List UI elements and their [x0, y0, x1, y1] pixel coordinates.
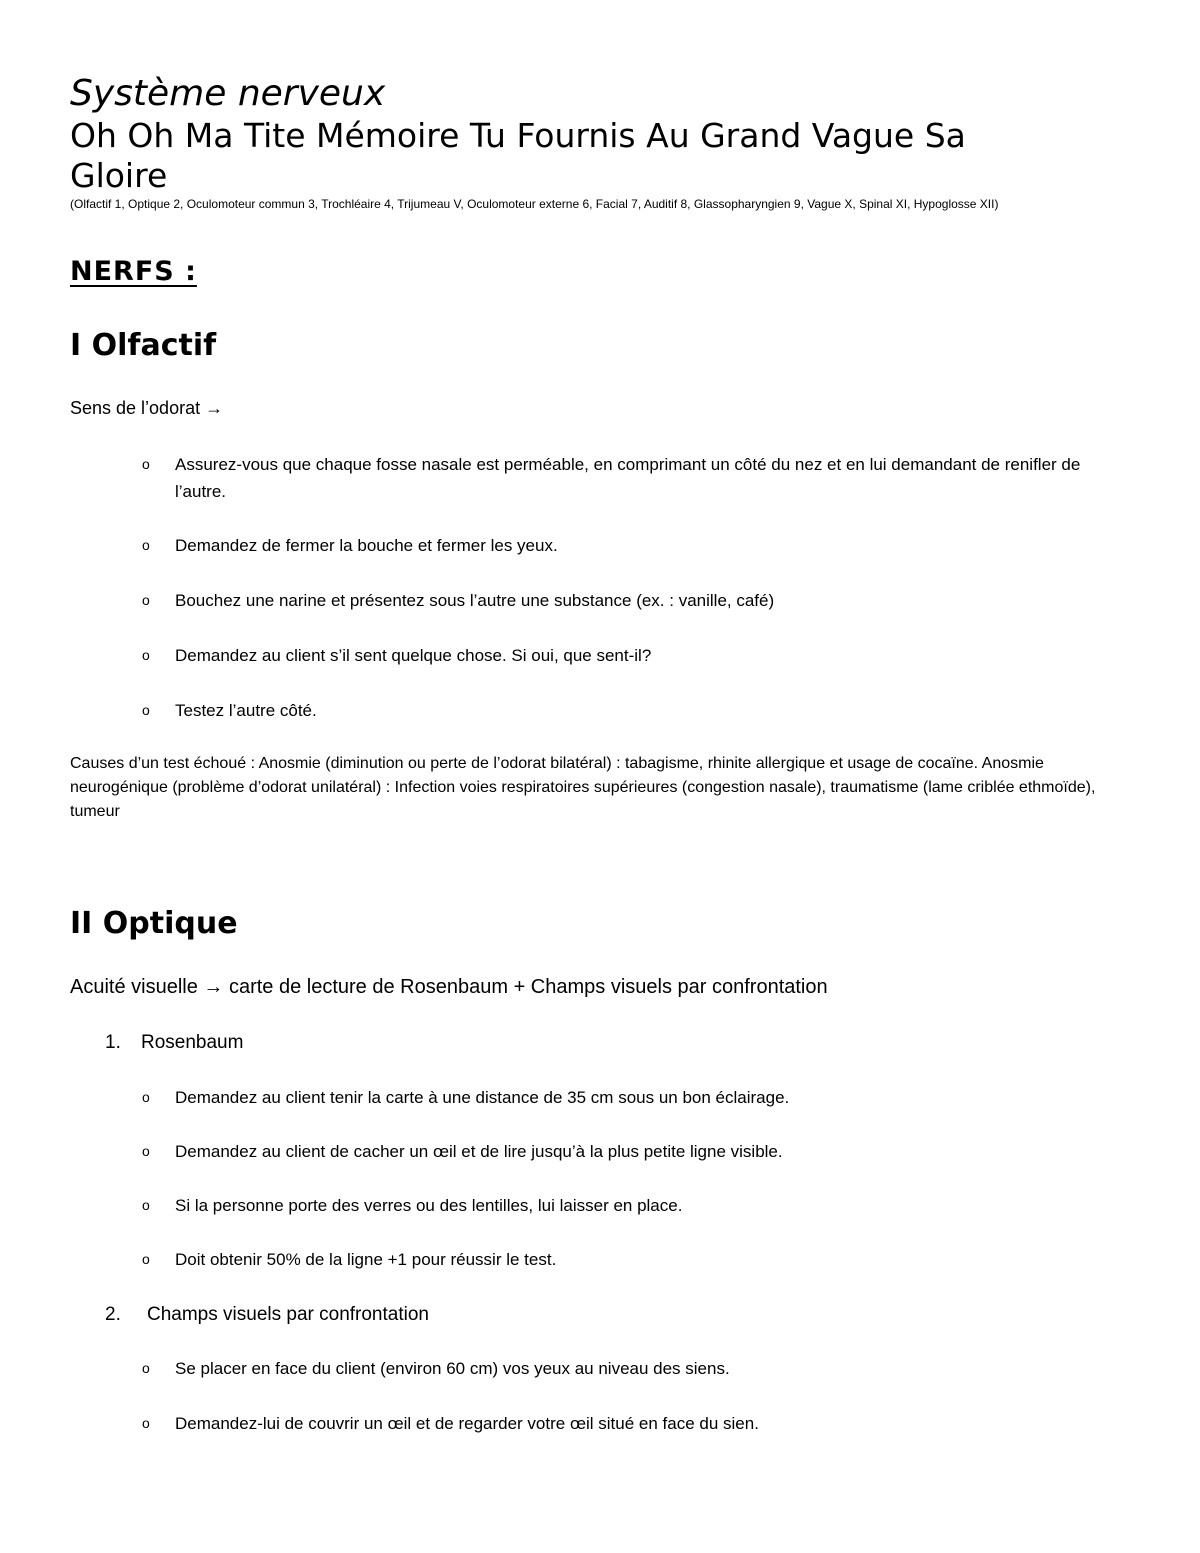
olfactif-intro: Sens de l’odorat →	[70, 398, 224, 418]
list-number: 1.	[105, 1032, 121, 1053]
list-item	[70, 1084, 1135, 1111]
bullet-text: Testez l’autre côté.	[175, 701, 317, 720]
olfactif-bullet-list-2	[70, 532, 1135, 559]
rosenbaum-bullet-2	[70, 1138, 1135, 1165]
bullet-text: Demandez au client de cacher un œil et de lire jusqu’à la plus petite ligne visible.	[175, 1142, 783, 1161]
bullet-text: Demandez au client tenir la carte à une distance de 35 cm sous un bon éclairage.	[175, 1088, 790, 1107]
bullet-marker: o	[142, 1197, 150, 1213]
bullet-marker: o	[142, 1415, 150, 1431]
bullet-marker: o	[142, 1360, 150, 1376]
section-optique-heading: II Optique	[70, 906, 238, 941]
title-block	[70, 72, 1135, 210]
bullet-text: Se placer en face du client (environ 60 cm) vos yeux au niveau des siens.	[175, 1359, 730, 1378]
olfactif-bullet-list-3	[70, 587, 1135, 614]
section-olfactif-heading: I Olfactif	[70, 328, 217, 363]
bullet-marker: o	[142, 1089, 150, 1105]
bullet-marker: o	[142, 537, 150, 553]
list-item	[70, 1410, 1135, 1437]
list-item	[70, 642, 1135, 669]
list-item	[70, 697, 1135, 724]
olfactif-bullet-list-4	[70, 642, 1135, 669]
bullet-text: Demandez-lui de couvrir un œil et de regarder votre œil situé en face du sien.	[175, 1414, 759, 1433]
bullet-marker: o	[142, 592, 150, 608]
bullet-marker: o	[142, 456, 150, 472]
bullet-text: Bouchez une narine et présentez sous l’autre une substance (ex. : vanille, café)	[175, 591, 775, 610]
bullet-marker: o	[142, 702, 150, 718]
bullet-text: Doit obtenir 50% de la ligne +1 pour réussir le test.	[175, 1250, 557, 1269]
list-item	[70, 451, 1135, 505]
mnemonic-text: Oh Oh Ma Tite Mémoire Tu Fournis Au Grand Vague Sa Gloire	[70, 116, 966, 195]
rosenbaum-bullet-4	[70, 1246, 1135, 1273]
bullet-text: Demandez au client s’il sent quelque chose. Si oui, que sent-il?	[175, 646, 652, 665]
list-number: 2.	[105, 1304, 121, 1325]
nerfs-heading: NERFS :	[70, 256, 197, 287]
confrontation-label: Champs visuels par confrontation	[147, 1304, 429, 1325]
rosenbaum-item	[70, 1030, 1141, 1056]
document-title: Système nerveux	[70, 73, 386, 114]
optique-intro: Acuité visuelle → carte de lecture de Rosenbaum + Champs visuels par confrontation	[70, 976, 828, 998]
list-item	[70, 1355, 1135, 1382]
olfactif-bullet-list	[70, 451, 1135, 505]
list-item	[70, 532, 1135, 559]
bullet-text: Si la personne porte des verres ou des lentilles, lui laisser en place.	[175, 1196, 683, 1215]
bullet-text: Demandez de fermer la bouche et fermer les yeux.	[175, 536, 558, 555]
list-item	[70, 1246, 1135, 1273]
bullet-marker: o	[142, 1143, 150, 1159]
rosenbaum-label: Rosenbaum	[141, 1032, 244, 1053]
olfactif-bullet-list-5	[70, 697, 1135, 724]
bullet-text: Assurez-vous que chaque fosse nasale est perméable, en comprimant un côté du nez et en lui demandant de renifler de l’autre.	[175, 455, 1081, 501]
list-item	[70, 1138, 1135, 1165]
bullet-marker: o	[142, 647, 150, 663]
rosenbaum-bullet-1	[70, 1084, 1135, 1111]
mnemonic-legend: (Olfactif 1, Optique 2, Oculomoteur commun 3, Trochléaire 4, Trijumeau V, Oculomoteur externe 6, Facial 7, Auditif 8, Glassopharyngien 9, Vague X, Spinal XI, Hypoglosse XII)	[70, 197, 999, 211]
rosenbaum-bullet-3	[70, 1192, 1135, 1219]
confrontation-item	[70, 1302, 1147, 1328]
list-item	[70, 1192, 1135, 1219]
list-item	[70, 587, 1135, 614]
olfactif-causes: Causes d’un test échoué : Anosmie (diminution ou perte de l’odorat bilatéral) : tabagisme, rhinite allergique et usage de cocaïne. Anosmie neurogénique (problème d’odorat unilatéral) : Infection voies respiratoires supérieures (congestion nasale), traumatisme (lame criblée ethmoïde), tumeur	[70, 755, 1096, 820]
confrontation-bullet-1	[70, 1355, 1135, 1382]
bullet-marker: o	[142, 1251, 150, 1267]
confrontation-bullet-2	[70, 1410, 1135, 1437]
